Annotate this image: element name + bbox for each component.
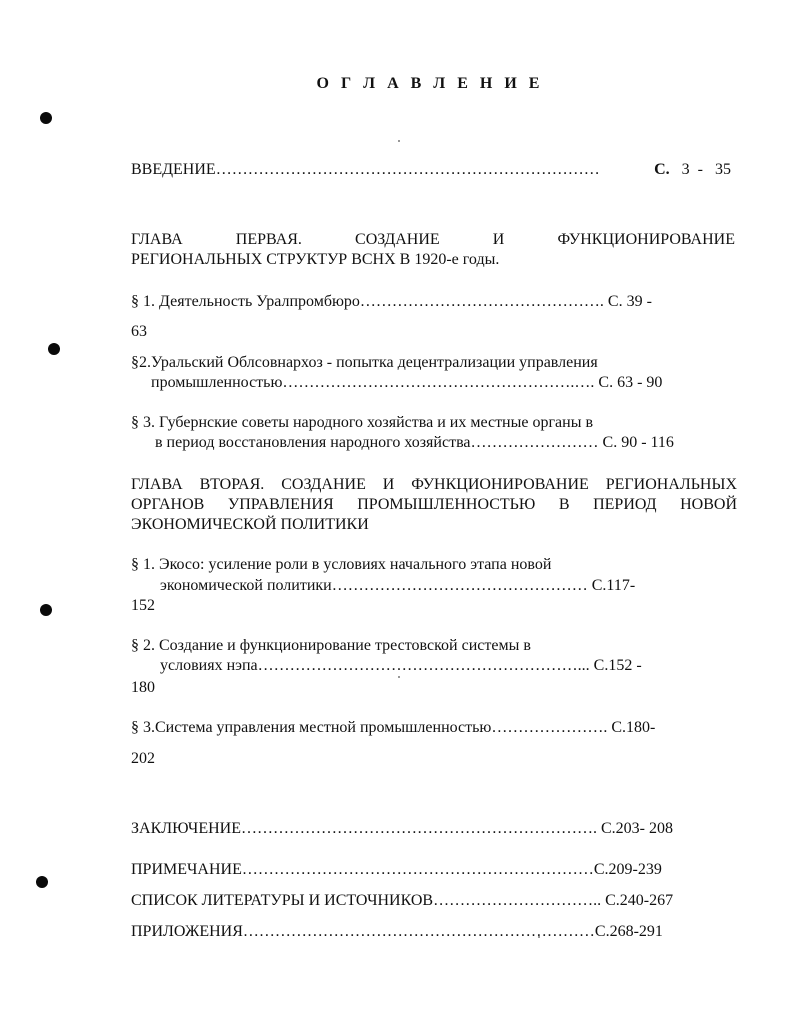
chapter1-section2-line2: промышленностью……………………………………………….…. С. 63 - 90 bbox=[151, 374, 663, 391]
toc-entry-bibliography[interactable]: СПИСОК ЛИТЕРАТУРЫ И ИСТОЧНИКОВ………………………….. С.240-267 bbox=[131, 892, 674, 909]
chapter1-section2-line1[interactable]: §2.Уральский Облсовнархоз - попытка децентрализации управления bbox=[131, 354, 598, 371]
chapter1-section1-line1[interactable]: § 1. Деятельность Уралпромбюро………………………………………. С. 39 - bbox=[131, 293, 652, 310]
chapter2-section1-line3: 152 bbox=[131, 597, 155, 614]
chapter2-title-line2: ОРГАНОВ УПРАВЛЕНИЯ ПРОМЫШЛЕННОСТЬЮ В ПЕРИОД НОВОЙ bbox=[131, 496, 737, 513]
intro-pages: С. 3 - 35 bbox=[654, 161, 731, 178]
chapter2-title-line1[interactable]: ГЛАВА ВТОРАЯ. СОЗДАНИЕ И ФУНКЦИОНИРОВАНИЕ РЕГИОНАЛЬНЫХ bbox=[131, 476, 737, 493]
toc-entry-notes[interactable]: ПРИМЕЧАНИЕ…………………………………………………………С.209-239 bbox=[131, 861, 662, 878]
scan-speck bbox=[398, 140, 400, 142]
chapter1-section1-line2: 63 bbox=[131, 323, 147, 340]
punch-hole-3 bbox=[40, 604, 52, 616]
chapter2-section1-line2: экономической политики………………………………………… С.117- bbox=[160, 577, 636, 594]
punch-hole-2 bbox=[48, 343, 60, 355]
punch-hole-1 bbox=[40, 112, 52, 124]
chapter2-section3-line1[interactable]: § 3.Система управления местной промышленностью…………………. С.180- bbox=[131, 719, 656, 736]
chapter2-section3-line2: 202 bbox=[131, 750, 155, 767]
chapter1-title-line1[interactable]: ГЛАВА ПЕРВАЯ. СОЗДАНИЕ И ФУНКЦИОНИРОВАНИЕ bbox=[131, 231, 735, 248]
scan-speck bbox=[398, 676, 400, 678]
intro-label: ВВЕДЕНИЕ bbox=[131, 161, 216, 178]
chapter1-title-line2: РЕГИОНАЛЬНЫХ СТРУКТУР ВСНХ В 1920-е годы. bbox=[131, 251, 500, 268]
chapter2-section2-line2: условиях нэпа……………………………………………………... С.152 - bbox=[160, 657, 642, 674]
chapter2-title-line3: ЭКОНОМИЧЕСКОЙ ПОЛИТИКИ bbox=[131, 516, 369, 533]
chapter1-section3-line2: в период восстановления народного хозяйства…………………… С. 90 - 116 bbox=[155, 434, 674, 451]
toc-entry-conclusion[interactable]: ЗАКЛЮЧЕНИЕ…………………………………………………………. С.203- 208 bbox=[131, 820, 673, 837]
toc-entry-intro[interactable] bbox=[131, 160, 737, 180]
chapter2-section2-line1[interactable]: § 2. Создание и функционирование трестовской системы в bbox=[131, 637, 531, 654]
toc-entry-appendices[interactable]: ПРИЛОЖЕНИЯ…………………………………………………………С.268-291 bbox=[131, 923, 663, 940]
chapter1-section3-line1[interactable]: § 3. Губернские советы народного хозяйства и их местные органы в bbox=[131, 414, 593, 431]
toc-heading: О Г Л А В Л Е Н И Е bbox=[316, 75, 544, 92]
chapter2-section1-line1[interactable]: § 1. Экосо: усиление роли в условиях начального этапа новой bbox=[131, 556, 552, 573]
chapter2-section2-line3: 180 bbox=[131, 679, 155, 696]
punch-hole-4 bbox=[36, 876, 48, 888]
intro-dots: ……………………………………………………………… bbox=[215, 161, 600, 178]
